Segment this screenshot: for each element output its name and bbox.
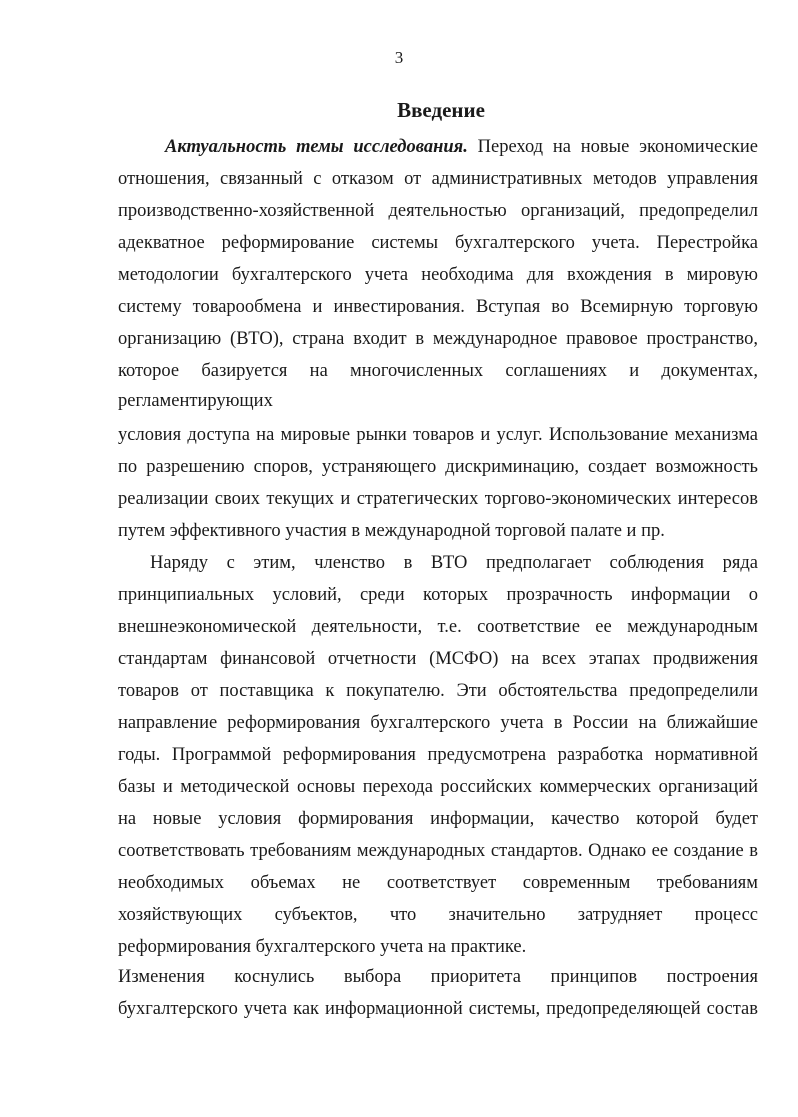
text-line: стандартам финансовой отчетности (МСФО) на всех этапах продвижения — [118, 649, 758, 669]
text-line: соответствовать требованиям международных стандартов. Однако ее создание в — [118, 841, 758, 861]
page-number: 3 — [394, 48, 404, 67]
text-line: условия доступа на мировые рынки товаров и услуг. Использование механизма — [118, 425, 758, 445]
text-line: Изменения коснулись выбора приоритета принципов построения — [118, 967, 758, 987]
lead-heading: Актуальность темы исследования. — [165, 137, 468, 157]
text-line: на новые условия формирования информации, качество которой будет — [118, 809, 758, 829]
text-line: отношения, связанный с отказом от административных методов управления — [118, 169, 758, 189]
text-line: базы и методической основы перехода российских коммерческих организаций — [118, 777, 758, 797]
text-line: необходимых объемах не соответствует современным требованиям — [118, 873, 758, 893]
text-line: реформирования бухгалтерского учета на практике. — [118, 937, 527, 957]
text-line: систему товарообмена и инвестирования. Вступая во Всемирную торговую — [118, 297, 758, 317]
text-line: хозяйствующих субъектов, что значительно затрудняет процесс — [118, 905, 758, 925]
text-line: годы. Программой реформирования предусмотрена разработка нормативной — [118, 745, 758, 765]
section-title: Введение — [397, 98, 485, 122]
text-line — [165, 136, 758, 158]
text-line: бухгалтерского учета как информационной системы, предопределяющей состав — [118, 999, 758, 1019]
text-line: внешнеэкономической деятельности, т.е. соответствие ее международным — [118, 617, 758, 637]
text-line: производственно-хозяйственной деятельностью организаций, предопределил — [118, 201, 758, 221]
text-line: по разрешению споров, устраняющего дискриминацию, создает возможность — [118, 457, 758, 477]
text-line: адекватное реформирование системы бухгалтерского учета. Перестройка — [118, 233, 758, 253]
text-span: Переход на новые экономические — [477, 137, 758, 157]
text-line: методологии бухгалтерского учета необходима для вхождения в мировую — [118, 265, 758, 285]
text-line: организацию (ВТО), страна входит в международное правовое пространство, — [118, 329, 758, 349]
text-line: Наряду с этим, членство в ВТО предполагает соблюдения ряда — [150, 553, 758, 573]
text-line: регламентирующих — [118, 391, 273, 411]
text-line: которое базируется на многочисленных соглашениях и документах, — [118, 361, 758, 381]
text-line: принципиальных условий, среди которых прозрачность информации о — [118, 585, 758, 605]
text-line: товаров от поставщика к покупателю. Эти обстоятельства предопределили — [118, 681, 758, 701]
text-line: направление реформирования бухгалтерского учета в России на ближайшие — [118, 713, 758, 733]
text-line: реализации своих текущих и стратегических торгово-экономических интересов — [118, 489, 758, 509]
text-line: путем эффективного участия в международной торговой палате и пр. — [118, 521, 665, 541]
